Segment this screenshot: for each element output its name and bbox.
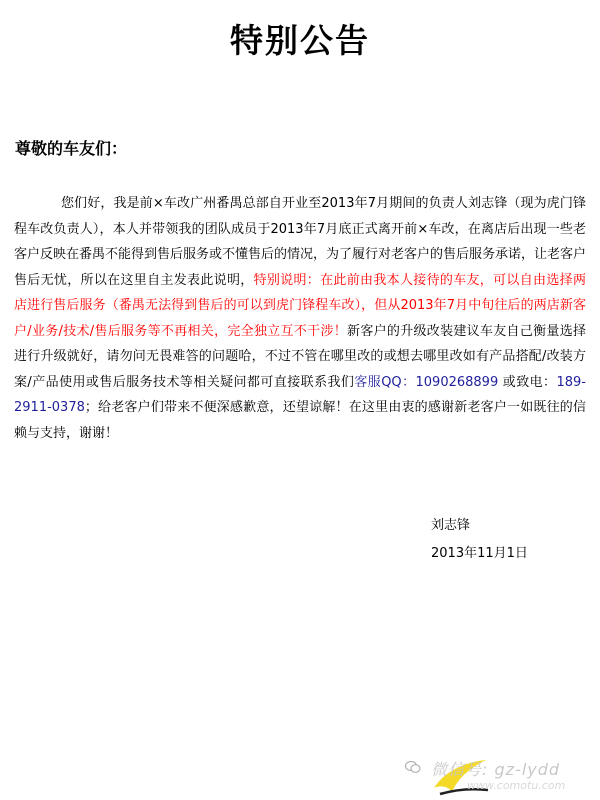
watermark xyxy=(405,752,600,800)
phone-prefix: 或致电： xyxy=(498,374,557,390)
phone-number: 189-2911-0378 xyxy=(14,374,586,415)
announcement-body xyxy=(14,191,586,446)
qq-number: 1090268899 xyxy=(415,374,499,390)
signature-date: 2013年11月1日 xyxy=(431,546,528,561)
salutation: 尊敬的车友们： xyxy=(15,139,128,158)
watermark-website: www.comotu.com xyxy=(467,779,566,792)
qq-label: 客服QQ： xyxy=(354,374,416,390)
wechat-icon xyxy=(405,760,421,774)
page-title: 特别公告 xyxy=(230,21,370,60)
watermark-label: 微信号 xyxy=(431,760,483,779)
signature-block xyxy=(431,512,528,568)
middle-text: 新客户的升级改装建议车友自己衡量选择进行升级就好，请勿问无畏难答的问题哈，不过不管在哪里改的或想去哪里改如有产品搭配/改装方案/产品使用或售后服务技术等相关疑问都可直接联系我们 xyxy=(14,323,586,390)
signature-name: 刘志锋 xyxy=(431,518,471,533)
special-notice: 特别说明：在此前由我本人接待的车友，可以自由选择两店进行售后服务（番禺无法得到售后的可以到虎门锋程车改），但从2013年7月中旬往后的两店新客户/业务/技术/售后服务等不再相关，完全独立互不干涉！ xyxy=(14,272,586,339)
watermark-account: gz-lydd xyxy=(494,760,561,779)
intro-text: 您们好，我是前×车改广州番禺总部自开业至2013年7月期间的负责人刘志锋（现为虎门锋程车改负责人），本人并带领我的团队成员于2013年7月底正式离开前×车改，在离店后出现一些老客户反映在番禺不能得到售后服务或不懂售后的情况，为了履行对老客户的售后服务承诺，让老客户售后无忧，所以在这里自主发表此说明， xyxy=(14,196,587,288)
closing-text: ；给老客户们带来不便深感歉意，还望谅解！在这里由衷的感谢新老客户一如既往的信赖与支持，谢谢！ xyxy=(14,400,586,441)
watermark-text: 微信号: gz-lydd xyxy=(431,760,561,779)
